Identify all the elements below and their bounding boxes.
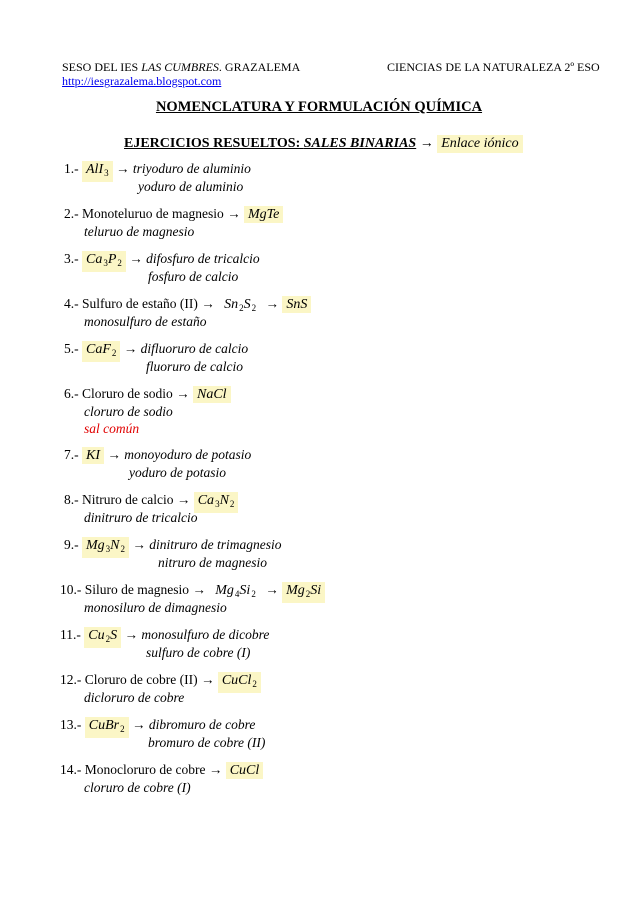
exercise-number: 4.- xyxy=(64,296,79,311)
arrow: → xyxy=(115,161,130,176)
formula-symbol: Mg xyxy=(215,583,234,598)
formula-1 xyxy=(82,161,113,182)
exercise-number: 12.- xyxy=(60,672,82,687)
arrow: → xyxy=(201,296,215,311)
formula-symbol: Si xyxy=(310,583,322,598)
formula-subscript: 2 xyxy=(105,634,111,644)
traditional-name: yoduro de potasio xyxy=(129,465,226,480)
compound-name: Sulfuro de estaño (II) xyxy=(82,296,198,311)
exercise-4 xyxy=(64,296,311,313)
header-school-suffix: . GRAZALEMA xyxy=(218,60,301,74)
exercise-number: 10.- xyxy=(60,582,82,597)
arrow: → xyxy=(265,582,279,597)
compound-name: Nitruro de calcio xyxy=(82,492,174,507)
traditional-name: fluoruro de calcio xyxy=(146,359,243,374)
arrow: → xyxy=(176,492,191,507)
formula-subscript: 2 xyxy=(252,679,257,689)
subtitle-part2: SALES BINARIAS xyxy=(303,136,417,151)
formula-symbol: CuCl xyxy=(221,673,252,688)
arrow: → xyxy=(107,447,121,462)
traditional-name: yoduro de aluminio xyxy=(138,179,244,194)
formula-4-answer: SnS xyxy=(282,296,311,313)
arrow: → xyxy=(265,296,279,311)
arrow: → xyxy=(200,672,215,687)
formula-symbol: Ca xyxy=(86,252,103,267)
systematic-name: dibromuro de cobre xyxy=(148,717,256,732)
header-blog-link[interactable]: http://iesgrazalema.blogspot.com xyxy=(62,74,222,88)
formula-symbol: Cu xyxy=(88,628,105,643)
header-school-name: LAS CUMBRES xyxy=(141,60,219,74)
formula-subscript: 2 xyxy=(305,589,311,599)
formula-symbol: Ca xyxy=(197,493,215,508)
exercise-number: 11.- xyxy=(60,627,81,642)
exercise-number: 7.- xyxy=(64,447,79,462)
exercise-6 xyxy=(64,386,231,403)
formula-symbol: AlI xyxy=(86,162,104,177)
exercise-2 xyxy=(64,206,283,223)
formula-symbol: N xyxy=(219,493,229,508)
formula-subscript: 2 xyxy=(251,589,256,599)
formula-subscript: 3 xyxy=(105,544,111,554)
traditional-name: bromuro de cobre (II) xyxy=(148,735,266,750)
header-subject: CIENCIAS DE LA NATURALEZA 2º ESO xyxy=(387,60,600,74)
compound-name: Monoteluruo de magnesio xyxy=(82,206,224,221)
systematic-name: monoyoduro de potasio xyxy=(124,447,252,462)
formula-symbol: CaF xyxy=(86,342,111,357)
exercise-number: 14.- xyxy=(60,762,82,777)
formula-14: CuCl xyxy=(226,762,264,779)
formula-symbol: S xyxy=(243,297,251,312)
systematic-name: difosfuro de tricalcio xyxy=(146,251,260,266)
formula-subscript: 2 xyxy=(120,724,125,734)
formula-6: NaCl xyxy=(193,386,231,403)
compound-name: Cloruro de sodio xyxy=(82,386,173,401)
formula-symbol: Mg xyxy=(286,583,305,598)
exercise-number: 6.- xyxy=(64,386,79,401)
formula-symbol: Mg xyxy=(86,538,105,553)
compound-name: Siluro de magnesio xyxy=(84,582,189,597)
exercise-number: 3.- xyxy=(64,251,79,266)
formula-subscript: 4 xyxy=(234,589,240,599)
formula-7: KI xyxy=(82,447,104,464)
formula-9 xyxy=(82,537,129,558)
alt-name: monosulfuro de estaño xyxy=(84,314,207,329)
arrow: → xyxy=(124,627,138,642)
arrow: → xyxy=(192,582,206,597)
formula-symbol: Sn xyxy=(224,297,239,312)
exercise-number: 13.- xyxy=(60,717,82,732)
exercise-number: 5.- xyxy=(64,341,79,356)
formula-subscript: 2 xyxy=(117,258,122,268)
formula-subscript: 3 xyxy=(215,499,220,509)
arrow: → xyxy=(129,251,143,266)
exercise-14 xyxy=(60,762,263,779)
formula-11 xyxy=(84,627,121,648)
compound-name: Monocloruro de cobre xyxy=(84,762,206,777)
systematic-name: difluoruro de calcio xyxy=(140,341,249,356)
formula-subscript: 2 xyxy=(229,499,235,509)
exercise-number: 1.- xyxy=(64,161,79,176)
traditional-name: nitruro de magnesio xyxy=(158,555,267,570)
arrow: → xyxy=(208,762,223,777)
formula-subscript: 2 xyxy=(111,348,117,358)
formula-12 xyxy=(218,672,261,693)
exercise-number: 9.- xyxy=(64,537,79,552)
page-title: NOMENCLATURA Y FORMULACIÓN QUÍMICA xyxy=(155,99,483,115)
formula-3 xyxy=(82,251,126,272)
alt-name: monosiluro de dimagnesio xyxy=(84,600,227,615)
header-school-prefix: SESO DEL IES xyxy=(62,60,142,74)
alt-name: teluruo de magnesio xyxy=(84,224,195,239)
traditional-name: fosfuro de calcio xyxy=(148,269,239,284)
formula-subscript: 3 xyxy=(104,168,109,178)
arrow: → xyxy=(176,386,190,401)
arrow: → xyxy=(227,206,241,221)
formula-13 xyxy=(85,717,129,738)
systematic-name: triyoduro de aluminio xyxy=(132,161,251,176)
traditional-name: sulfuro de cobre (I) xyxy=(146,645,251,660)
alt-name: cloruro de cobre (I) xyxy=(84,780,191,795)
alt-name: dinitruro de tricalcio xyxy=(84,510,198,525)
systematic-name: dinitruro de trimagnesio xyxy=(149,537,282,552)
arrow: → xyxy=(131,717,146,732)
formula-symbol: S xyxy=(110,628,118,643)
exercise-number: 2.- xyxy=(64,206,79,221)
alt-name: dicloruro de cobre xyxy=(84,690,185,705)
formula-8 xyxy=(194,492,239,513)
formula-2: MgTe xyxy=(244,206,283,223)
formula-symbol: N xyxy=(110,538,120,553)
formula-subscript: 3 xyxy=(103,258,108,268)
bond-type-badge: Enlace iónico xyxy=(437,135,522,153)
section-subtitle xyxy=(124,135,523,153)
subtitle-part1: EJERCICIOS RESUELTOS: xyxy=(124,136,304,151)
formula-subscript: 2 xyxy=(239,303,244,313)
exercise-7 xyxy=(64,447,251,464)
alt-name: cloruro de sodio xyxy=(84,404,173,419)
arrow: → xyxy=(123,341,138,356)
formula-4a xyxy=(224,297,256,312)
formula-subscript: 2 xyxy=(120,544,126,554)
formula-10-answer xyxy=(282,582,325,603)
arrow: → xyxy=(132,537,146,552)
formula-5 xyxy=(82,341,120,362)
header-school xyxy=(62,60,300,75)
formula-symbol: CuBr xyxy=(88,718,120,733)
systematic-name: monosulfuro de dicobre xyxy=(141,627,270,642)
formula-subscript: 2 xyxy=(251,303,257,313)
exercise-number: 8.- xyxy=(64,492,79,507)
common-name: sal común xyxy=(84,421,140,436)
formula-10a xyxy=(215,583,256,598)
formula-symbol: P xyxy=(107,252,117,267)
subtitle-arrow: → xyxy=(419,136,434,151)
formula-symbol: Si xyxy=(239,583,251,598)
compound-name: Cloruro de cobre (II) xyxy=(84,672,198,687)
